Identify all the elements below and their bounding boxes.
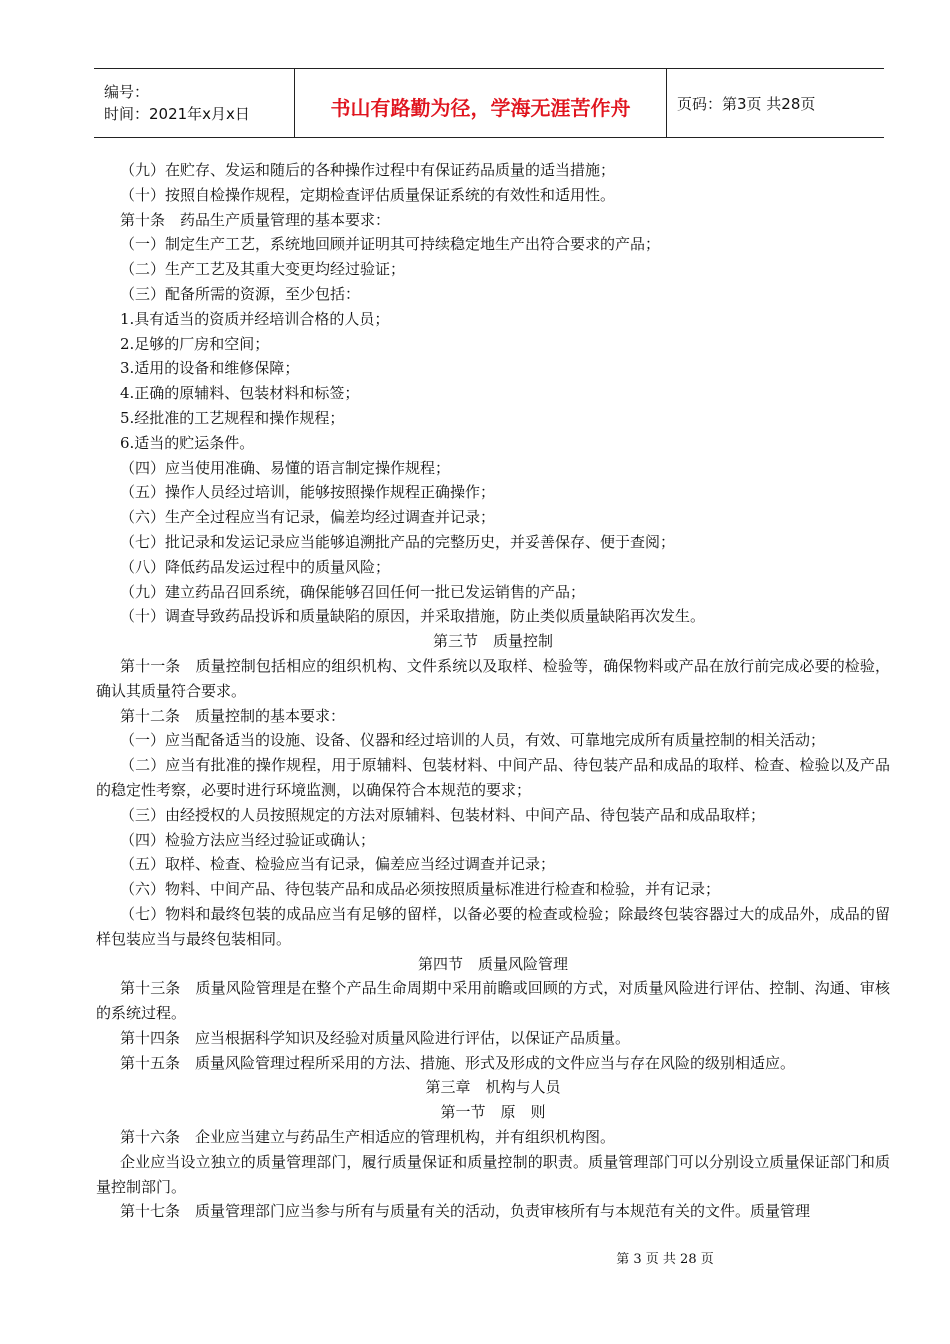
document-time: 时间：2021年x月x日: [104, 105, 250, 123]
paragraph-line: （七）物料和最终包装的成品应当有足够的留样，以备必要的检查或检验；除最终包装容器过大的成品外，成品的留样包装应当与最终包装相同。: [96, 904, 890, 948]
paragraph-line: 第十四条 应当根据科学知识及经验对质量风险进行评估，以保证产品质量。: [120, 1028, 631, 1047]
paragraph-line: 第十一条 质量控制包括相应的组织机构、文件系统以及取样、检验等，确保物料或产品在放行前完成必要的检验，确认其质量符合要求。: [96, 656, 890, 700]
section-heading: 第四节 质量风险管理: [417, 954, 568, 973]
section-heading: 第三章 机构与人员: [425, 1078, 561, 1097]
paragraph-line: （四）应当使用准确、易懂的语言制定操作规程；: [120, 458, 451, 477]
paragraph-line: （七）批记录和发运记录应当能够追溯批产品的完整历史，并妥善保存、便于查阅；: [120, 532, 676, 551]
paragraph-line: 第十二条 质量控制的基本要求：: [120, 706, 346, 725]
paragraph-line: （一）制定生产工艺，系统地回顾并证明其可持续稳定地生产出符合要求的产品；: [120, 235, 661, 254]
paragraph-line: 5.经批准的工艺规程和操作规程；: [120, 408, 345, 427]
paragraph-line: （四）检验方法应当经过验证或确认；: [120, 830, 376, 849]
paragraph-line: 第十七条 质量管理部门应当参与所有与质量有关的活动，负责审核所有与本规范有关的文件。质量管理: [120, 1202, 811, 1221]
header-meta: [94, 69, 294, 137]
paragraph-line: （九）在贮存、发运和随后的各种操作过程中有保证药品质量的适当措施；: [120, 161, 616, 179]
document-number-label: 编号：: [104, 83, 150, 101]
header-page-info: [667, 69, 884, 137]
paragraph-line: 4.正确的原辅料、包装材料和标签；: [120, 384, 360, 403]
paragraph-line: （十）调查导致药品投诉和质量缺陷的原因，并采取措施，防止类似质量缺陷再次发生。: [120, 607, 706, 626]
paragraph-line: 2.足够的厂房和空间；: [120, 334, 270, 353]
paragraph-line: （五）操作人员经过培训，能够按照操作规程正确操作；: [120, 483, 496, 502]
paragraph-line: 第十六条 企业应当建立与药品生产相适应的管理机构，并有组织机构图。: [120, 1128, 616, 1147]
document-body: [96, 158, 890, 1224]
paragraph-line: 6.适当的贮运条件。: [120, 433, 255, 452]
paragraph-line: （二）生产工艺及其重大变更均经过验证；: [120, 260, 406, 279]
paragraph-line: （二）应当有批准的操作规程，用于原辅料、包装材料、中间产品、待包装产品和成品的取样、检查、检验以及产品的稳定性考察，必要时进行环境监测，以确保符合本规范的要求；: [96, 756, 890, 799]
page-footer: [0, 1248, 950, 1267]
paragraph-line: 第十五条 质量风险管理过程所采用的方法、措施、形式及形成的文件应当与存在风险的级别相适应。: [120, 1053, 796, 1072]
paragraph-line: 企业应当设立独立的质量管理部门，履行质量保证和质量控制的职责。质量管理部门可以分别设立质量保证部门和质量控制部门。: [96, 1152, 890, 1196]
footer-page-number: 第 3 页 共 28 页: [616, 1252, 714, 1267]
paragraph-line: 3.适用的设备和维修保障；: [120, 359, 300, 378]
paragraph-line: （八）降低药品发运过程中的质量风险；: [120, 557, 391, 576]
paragraph-line: （六）生产全过程应当有记录，偏差均经过调查并记录；: [120, 508, 496, 527]
paragraph-line: 第十三条 质量风险管理是在整个产品生命周期中采用前瞻或回顾的方式，对质量风险进行评估、控制、沟通、审核的系统过程。: [96, 979, 890, 1023]
paragraph-line: 第十条 药品生产质量管理的基本要求：: [120, 210, 391, 229]
paragraph-line: （六）物料、中间产品、待包装产品和成品必须按照质量标准进行检查和检验，并有记录；: [120, 880, 721, 899]
paragraph-line: （十）按照自检操作规程，定期检查评估质量保证系统的有效性和适用性。: [120, 185, 616, 204]
section-heading: 第三节 质量控制: [432, 632, 553, 651]
paragraph-line: （五）取样、检查、检验应当有记录，偏差应当经过调查并记录；: [120, 855, 556, 874]
paragraph-line: （一）应当配备适当的设施、设备、仪器和经过培训的人员，有效、可靠地完成所有质量控制的相关活动；: [120, 731, 826, 750]
section-heading: 第一节 原 则: [440, 1103, 546, 1122]
paragraph-line: 1.具有适当的资质并经培训合格的人员；: [120, 309, 390, 328]
header-motto: [294, 69, 667, 137]
motto-text: 书山有路勤为径，学海无涯苦作舟: [330, 95, 631, 120]
paragraph-line: （九）建立药品召回系统，确保能够召回任何一批已发运销售的产品；: [120, 582, 586, 601]
page-header: [94, 68, 884, 138]
page-info-text: 页码：第3页 共28页: [677, 94, 816, 113]
paragraph-line: （三）配备所需的资源，至少包括：: [120, 284, 361, 303]
paragraph-line: （三）由经授权的人员按照规定的方法对原辅料、包装材料、中间产品、待包装产品和成品取样；: [120, 805, 766, 824]
